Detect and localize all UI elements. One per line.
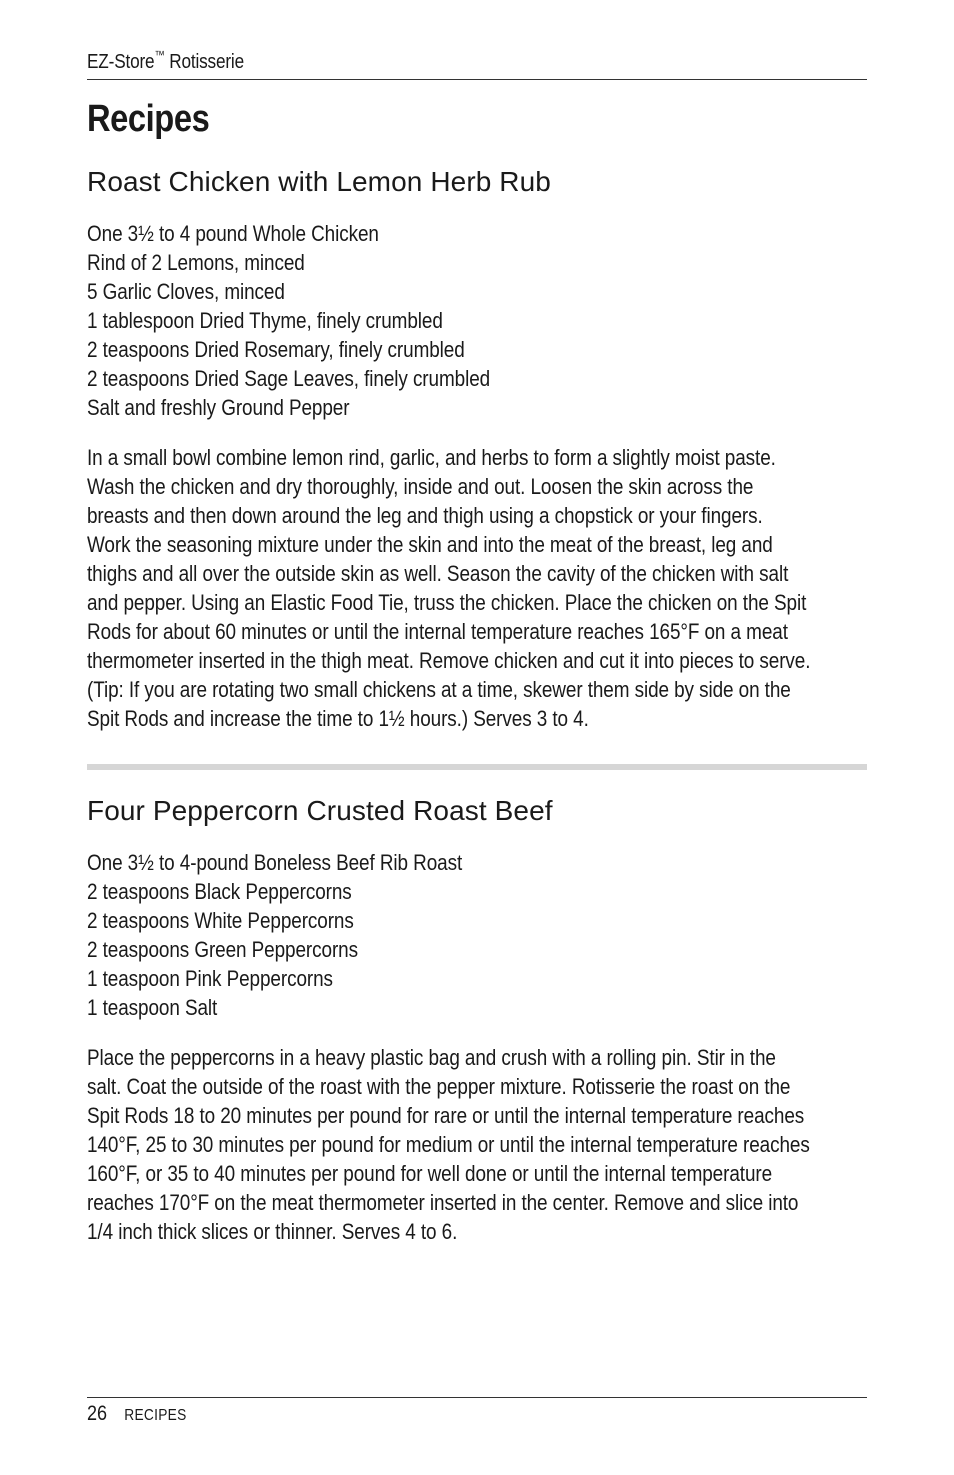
ingredient-item: 2 teaspoons Green Peppercorns <box>87 937 358 962</box>
recipe-title-roast-beef: Four Peppercorn Crusted Roast Beef <box>87 795 553 826</box>
directions-chicken <box>87 443 870 733</box>
ingredient-item: 2 teaspoons Black Peppercorns <box>87 879 352 904</box>
directions-line: salt. Coat the outside of the roast with the pepper mixture. Rotisserie the roast on the <box>87 1074 791 1099</box>
ingredient-item: Rind of 2 Lemons, minced <box>87 250 305 275</box>
page-number: 26 <box>87 1402 108 1425</box>
ingredient-item: Salt and freshly Ground Pepper <box>87 395 350 420</box>
ingredient-list-roast-beef <box>87 848 870 1022</box>
directions-line: 160°F, or 35 to 40 minutes per pound for well done or until the internal temperature <box>87 1161 773 1186</box>
ingredient-item: 1 tablespoon Dried Thyme, finely crumbled <box>87 308 443 333</box>
trademark-symbol: ™ <box>154 48 165 62</box>
footer-section-label: RECIPES <box>124 1407 187 1424</box>
directions-line: Rods for about 60 minutes or until the internal temperature reaches 165°F on a meat <box>87 619 788 644</box>
footer-rule <box>87 1397 867 1398</box>
ingredient-item: One 3½ to 4-pound Boneless Beef Rib Roast <box>87 850 463 875</box>
directions-line: 140°F, 25 to 30 minutes per pound for medium or until the internal temperature reaches <box>87 1132 810 1157</box>
ingredient-item: 2 teaspoons Dried Sage Leaves, finely crumbled <box>87 366 491 391</box>
ingredient-item: One 3½ to 4 pound Whole Chicken <box>87 221 379 246</box>
ingredient-item: 2 teaspoons White Peppercorns <box>87 908 354 933</box>
ingredient-item: 5 Garlic Cloves, minced <box>87 279 285 304</box>
ingredient-item: 2 teaspoons Dried Rosemary, finely crumbled <box>87 337 465 362</box>
recipe-title-chicken: Roast Chicken with Lemon Herb Rub <box>87 166 551 197</box>
page-footer <box>87 1402 187 1426</box>
directions-line: In a small bowl combine lemon rind, garlic, and herbs to form a slightly moist paste. <box>87 445 776 470</box>
directions-line: reaches 170°F on the meat thermometer inserted in the center. Remove and slice into <box>87 1190 799 1215</box>
directions-line: and pepper. Using an Elastic Food Tie, truss the chicken. Place the chicken on the Spit <box>87 590 807 615</box>
ingredient-item: 1 teaspoon Pink Peppercorns <box>87 966 333 991</box>
directions-line: Wash the chicken and dry thoroughly, inside and out. Loosen the skin across the <box>87 474 754 499</box>
directions-line: thermometer inserted in the thigh meat. Remove chicken and cut it into pieces to serve. <box>87 648 811 673</box>
directions-line: Work the seasoning mixture under the skin and into the meat of the breast, leg and <box>87 532 773 557</box>
product-name: EZ-Store <box>87 51 155 73</box>
section-divider <box>87 764 867 770</box>
directions-line: Spit Rods and increase the time to 1½ hours.) Serves 3 to 4. <box>87 706 589 731</box>
directions-line: breasts and then down around the leg and thigh using a chopstick or your fingers. <box>87 503 763 528</box>
directions-line: Spit Rods 18 to 20 minutes per pound for rare or until the internal temperature reaches <box>87 1103 805 1128</box>
header-rule <box>87 79 867 80</box>
running-header <box>87 48 244 74</box>
ingredient-list-chicken <box>87 219 870 422</box>
page-title: Recipes <box>87 98 210 140</box>
directions-line: 1/4 inch thick slices or thinner. Serves 4 to 6. <box>87 1219 458 1244</box>
directions-roast-beef <box>87 1043 870 1246</box>
product-type: Rotisserie <box>169 51 244 73</box>
directions-line: (Tip: If you are rotating two small chickens at a time, skewer them side by side on the <box>87 677 791 702</box>
directions-line: thighs and all over the outside skin as well. Season the cavity of the chicken with salt <box>87 561 789 586</box>
directions-line: Place the peppercorns in a heavy plastic bag and crush with a rolling pin. Stir in the <box>87 1045 776 1070</box>
document-page <box>87 0 867 1475</box>
ingredient-item: 1 teaspoon Salt <box>87 995 218 1020</box>
